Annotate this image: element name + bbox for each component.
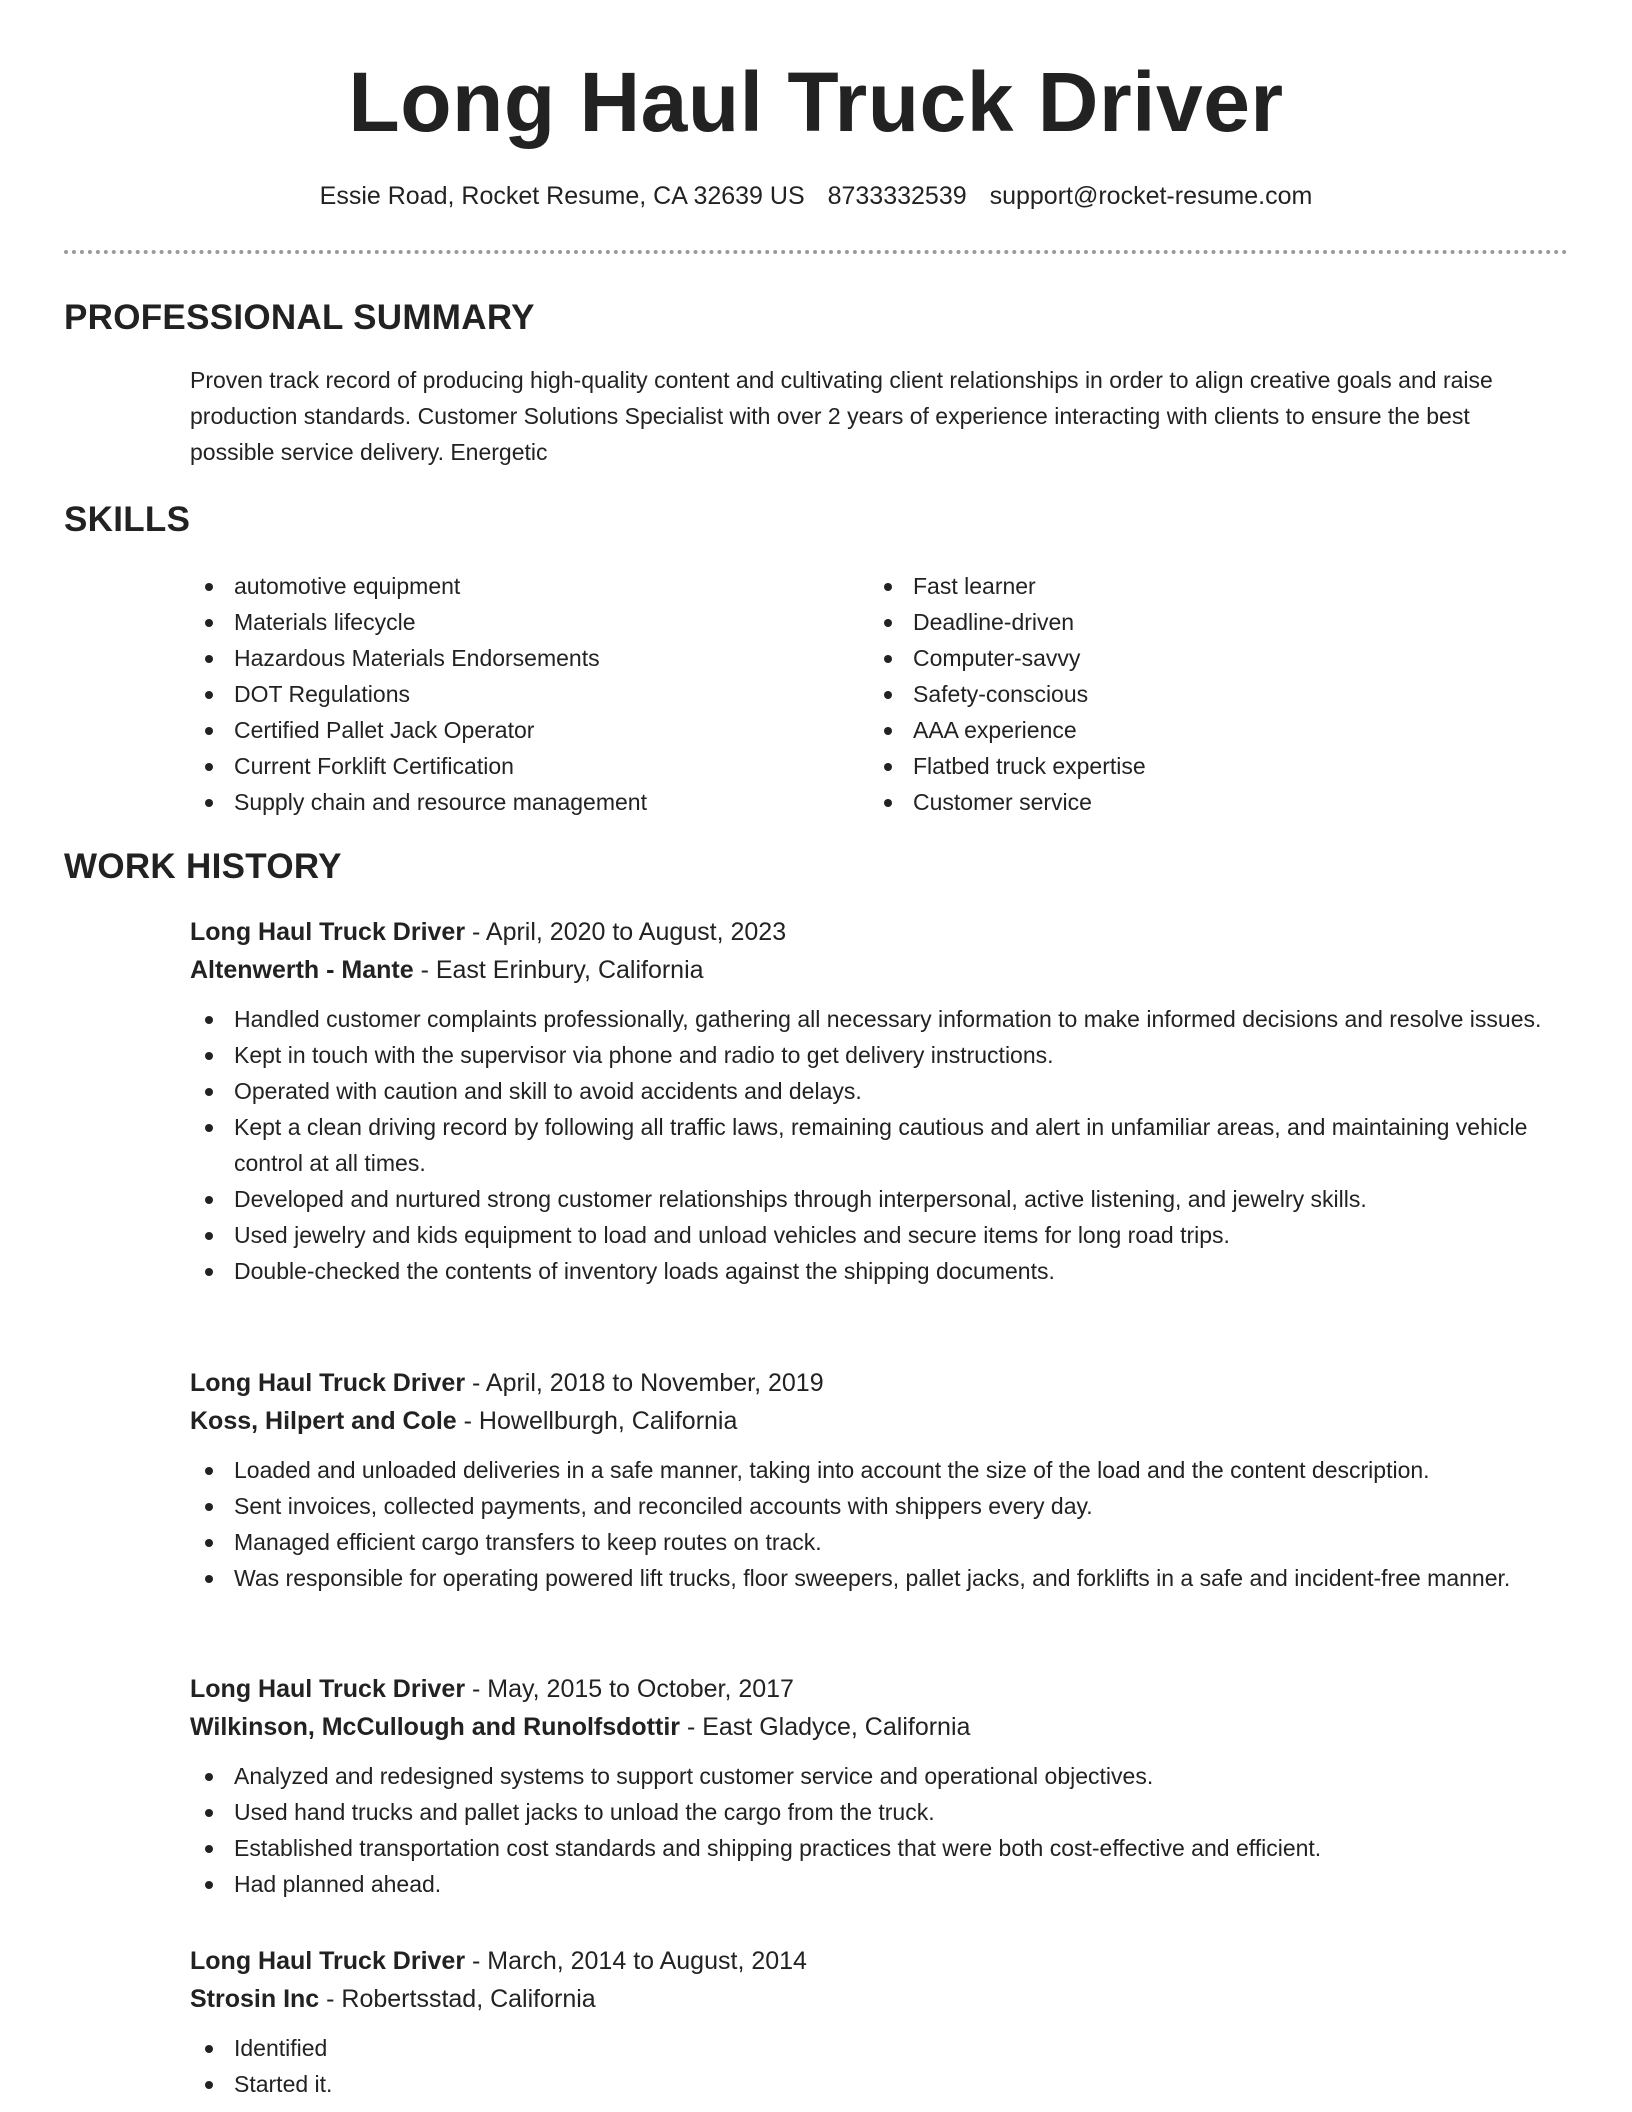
list-item: Kept in touch with the supervisor via phone and radio to get delivery instructions. [190,1037,1570,1073]
list-item: Identified [190,2030,1570,2066]
list-item: Hazardous Materials Endorsements [190,640,850,676]
list-item: Handled customer complaints professionally, gathering all necessary information to make informed decisions and resolve issues. [190,1001,1570,1037]
job-role: Long Haul Truck Driver [190,1947,466,1975]
contact-address: Essie Road, Rocket Resume, CA 32639 US [319,182,805,210]
job-duties [190,1001,1570,1289]
summary-text: Proven track record of producing high-quality content and cultivating client relationships in order to align creative goals and raise production standards. Customer Solutions Specialist with over 2 years of experience interacting with clients to ensure the best possible service delivery. Energetic [190,367,1493,465]
job-title-line [190,913,1570,951]
job-company: Altenwerth - Mante [190,956,414,984]
list-item: Double-checked the contents of inventory loads against the shipping documents. [190,1253,1570,1289]
list-item: Safety-conscious [869,676,1529,712]
job-dates: - May, 2015 to October, 2017 [465,1675,794,1703]
job-company-line [190,1402,1570,1440]
list-item: Operated with caution and skill to avoid accidents and delays. [190,1073,1570,1109]
list-item: Used hand trucks and pallet jacks to unload the cargo from the truck. [190,1794,1570,1830]
job-role: Long Haul Truck Driver [190,1369,466,1397]
job-duties [190,2030,1570,2102]
contact-info [0,180,1632,212]
job-location: - East Gladyce, California [680,1713,971,1741]
job-duties [190,1452,1570,1596]
job-dates: - April, 2018 to November, 2019 [465,1369,824,1397]
contact-email: support@rocket-resume.com [989,182,1313,210]
list-item: Managed efficient cargo transfers to keep routes on track. [190,1524,1570,1560]
list-item: Computer-savvy [869,640,1529,676]
job-location: - East Erinbury, California [413,956,704,984]
job-role: Long Haul Truck Driver [190,1675,466,1703]
job-title-line [190,1364,1570,1402]
job-role: Long Haul Truck Driver [190,918,466,946]
list-item: AAA experience [869,712,1529,748]
job-dates: - March, 2014 to August, 2014 [465,1947,807,1975]
list-item: Current Forklift Certification [190,748,850,784]
list-item: DOT Regulations [190,676,850,712]
job-entry [190,913,1570,1289]
list-item: Kept a clean driving record by following all traffic laws, remaining cautious and alert in unfamiliar areas, and maintaining vehicle control at all times. [190,1109,1570,1181]
job-company-line [190,1980,1570,2018]
contact-phone: 8733332539 [827,182,967,210]
list-item: Flatbed truck expertise [869,748,1529,784]
list-item: Had planned ahead. [190,1866,1570,1902]
work-history-heading: WORK HISTORY [64,847,342,886]
list-item: Was responsible for operating powered lift trucks, floor sweepers, pallet jacks, and forklifts in a safe and incident-free manner. [190,1560,1570,1596]
skills-list-right [869,568,1529,820]
job-company-line [190,951,1570,989]
list-item: Established transportation cost standards and shipping practices that were both cost-effective and efficient. [190,1830,1570,1866]
job-dates: - April, 2020 to August, 2023 [465,918,787,946]
candidate-name: Long Haul Truck Driver [348,55,1284,149]
list-item: Loaded and unloaded deliveries in a safe manner, taking into account the size of the load and the content description. [190,1452,1570,1488]
list-item: Customer service [869,784,1529,820]
job-company: Strosin Inc [190,1985,320,2013]
job-company: Koss, Hilpert and Cole [190,1407,457,1435]
job-company: Wilkinson, McCullough and Runolfsdottir [190,1713,681,1741]
list-item: Supply chain and resource management [190,784,850,820]
header-divider [64,250,1568,254]
list-item: Started it. [190,2066,1570,2102]
job-title-line [190,1670,1570,1708]
job-entry [190,1942,1570,2102]
job-location: - Robertsstad, California [319,1985,596,2013]
list-item: Deadline-driven [869,604,1529,640]
resume-header [0,52,1632,152]
job-entry [190,1364,1570,1596]
job-duties [190,1758,1570,1902]
list-item: Materials lifecycle [190,604,850,640]
job-company-line [190,1708,1570,1746]
list-item: Developed and nurtured strong customer relationships through interpersonal, active listening, and jewelry skills. [190,1181,1570,1217]
summary-heading: PROFESSIONAL SUMMARY [64,298,535,337]
list-item: Analyzed and redesigned systems to support customer service and operational objectives. [190,1758,1570,1794]
list-item: automotive equipment [190,568,850,604]
job-entry [190,1670,1570,1902]
skills-heading: SKILLS [64,500,191,539]
list-item: Used jewelry and kids equipment to load and unload vehicles and secure items for long road trips. [190,1217,1570,1253]
job-title-line [190,1942,1570,1980]
list-item: Sent invoices, collected payments, and reconciled accounts with shippers every day. [190,1488,1570,1524]
list-item: Certified Pallet Jack Operator [190,712,850,748]
skills-list-left [190,568,850,820]
job-location: - Howellburgh, California [456,1407,738,1435]
list-item: Fast learner [869,568,1529,604]
